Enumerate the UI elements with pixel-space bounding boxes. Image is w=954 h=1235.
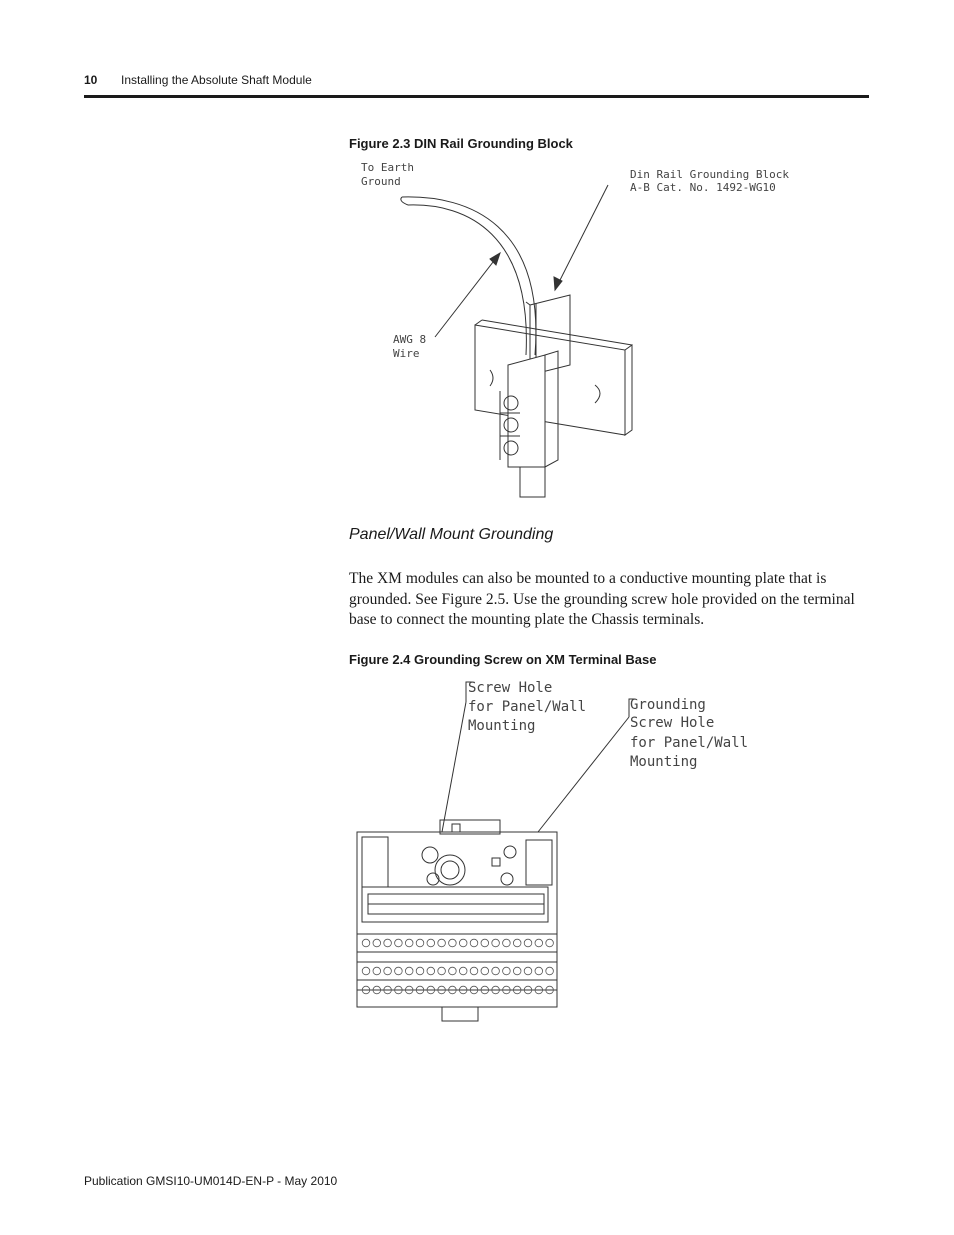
- label-wire-1: AWG 8: [393, 333, 427, 346]
- terminal-screw: [449, 939, 457, 947]
- figure-2-3-caption: Figure 2.3 DIN Rail Grounding Block: [349, 136, 573, 151]
- label-hole-1: Screw Hole: [468, 680, 553, 696]
- label-hole-3: Mounting: [468, 718, 536, 734]
- terminal-screw: [362, 939, 370, 947]
- page-number: 10: [84, 73, 98, 87]
- page-header: [84, 73, 312, 87]
- label-wire-2: Wire: [393, 347, 420, 360]
- terminal-screw: [524, 939, 532, 947]
- figure-2-4-caption: Figure 2.4 Grounding Screw on XM Terminal Base: [349, 652, 657, 667]
- terminal-screw: [492, 967, 500, 975]
- label-ground-1: Grounding: [630, 697, 706, 713]
- label-block-1: Din Rail Grounding Block: [630, 168, 789, 181]
- terminal-screw: [438, 939, 446, 947]
- terminal-screw: [524, 967, 532, 975]
- terminal-screw: [449, 967, 457, 975]
- header-rule: [84, 95, 869, 98]
- terminal-screw: [427, 967, 435, 975]
- terminal-screw: [384, 967, 392, 975]
- terminal-screw: [395, 967, 403, 975]
- section-paragraph: The XM modules can also be mounted to a conductive mounting plate that is grounded. See Figure 2.5. Use the grounding screw hole provided on the terminal base to connect the mounting plate the Chassis terminals.: [349, 570, 855, 628]
- terminal-base-diagram: [350, 672, 770, 1027]
- terminal-screw: [373, 939, 381, 947]
- terminal-screw: [459, 939, 467, 947]
- label-block-2: A-B Cat. No. 1492-WG10: [630, 181, 776, 194]
- terminal-screw: [503, 939, 511, 947]
- terminal-screw: [481, 967, 489, 975]
- terminal-screw: [405, 967, 413, 975]
- terminal-screw: [459, 967, 467, 975]
- footer-publication: Publication GMSI10-UM014D-EN-P - May 2010: [84, 1174, 338, 1188]
- label-hole-2: for Panel/Wall: [468, 699, 587, 715]
- terminal-screw: [492, 939, 500, 947]
- label-ground-3: for Panel/Wall: [630, 735, 749, 751]
- terminal-screw: [513, 939, 521, 947]
- label-earth-1: To Earth: [361, 161, 414, 174]
- terminal-screw: [362, 967, 370, 975]
- running-title: Installing the Absolute Shaft Module: [121, 73, 312, 87]
- din-rail-grounding-diagram: [340, 155, 810, 505]
- terminal-screw: [395, 939, 403, 947]
- terminal-screw: [481, 939, 489, 947]
- terminal-screw: [513, 967, 521, 975]
- terminal-screw: [427, 939, 435, 947]
- terminal-screw: [384, 939, 392, 947]
- label-ground-4: Mounting: [630, 754, 698, 770]
- label-ground-2: Screw Hole: [630, 715, 715, 731]
- terminal-screw: [373, 967, 381, 975]
- terminal-screw: [535, 939, 543, 947]
- terminal-screw: [535, 967, 543, 975]
- terminal-screw: [546, 967, 554, 975]
- terminal-screw: [405, 939, 413, 947]
- terminal-screw: [438, 967, 446, 975]
- terminal-screw: [546, 939, 554, 947]
- terminal-screw: [416, 967, 424, 975]
- section-heading: Panel/Wall Mount Grounding: [349, 526, 554, 543]
- label-earth-2: Ground: [361, 175, 401, 188]
- terminal-screw: [503, 967, 511, 975]
- terminal-screw: [416, 939, 424, 947]
- terminal-screw: [470, 939, 478, 947]
- terminal-screw: [470, 967, 478, 975]
